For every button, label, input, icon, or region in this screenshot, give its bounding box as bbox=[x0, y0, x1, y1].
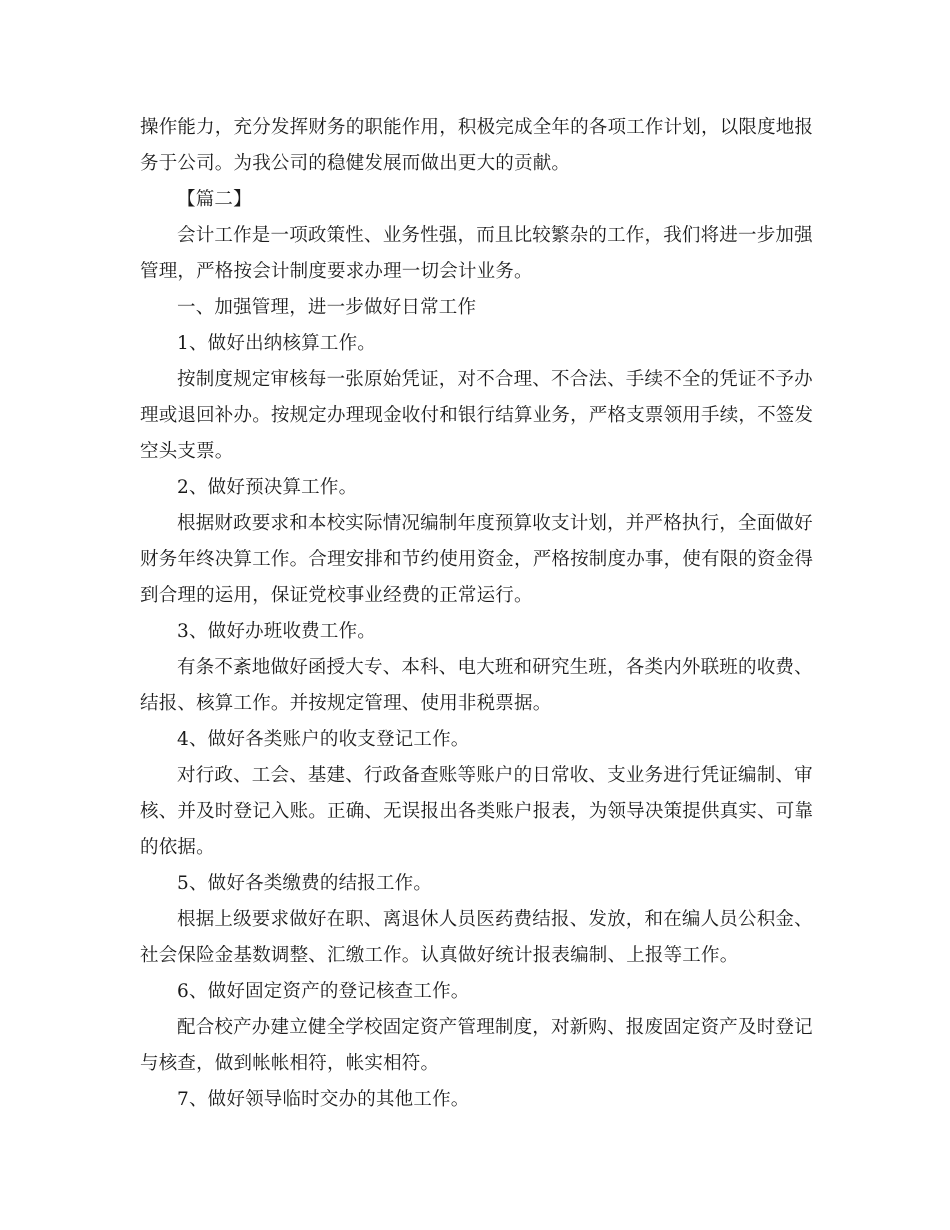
text-line: 【篇二】 bbox=[177, 189, 252, 210]
text-line: 务于公司。为我公司的稳健发展而做出更大的贡献。 bbox=[140, 153, 571, 174]
text-line: 社会保险金基数调整、汇缴工作。认真做好统计报表编制、上报等工作。 bbox=[140, 945, 739, 966]
text-line: 1、做好出纳核算工作。 bbox=[177, 333, 376, 354]
text-line: 管理，严格按会计制度要求办理一切会计业务。 bbox=[140, 261, 533, 282]
text-line: 5、做好各类缴费的结报工作。 bbox=[177, 873, 433, 894]
text-line: 操作能力，充分发挥财务的职能作用，积极完成全年的各项工作计划，以限度地报 bbox=[140, 117, 814, 138]
document-page bbox=[140, 110, 814, 1118]
text-line: 根据上级要求做好在职、离退休人员医药费结报、发放，和在编人员公积金、 bbox=[177, 909, 813, 930]
text-line: 有条不紊地做好函授大专、本科、电大班和研究生班，各类内外联班的收费、 bbox=[177, 657, 813, 678]
text-line: 理或退回补办。按规定办理现金收付和银行结算业务，严格支票领用手续，不签发 bbox=[140, 405, 814, 426]
text-line: 财务年终决算工作。合理安排和节约使用资金，严格按制度办事，使有限的资金得 bbox=[140, 549, 814, 570]
text-line: 根据财政要求和本校实际情况编制年度预算收支计划，并严格执行，全面做好 bbox=[177, 513, 813, 534]
text-line: 核、并及时登记入账。正确、无误报出各类账户报表，为领导决策提供真实、可靠 bbox=[140, 801, 814, 822]
text-line: 会计工作是一项政策性、业务性强，而且比较繁杂的工作，我们将进一步加强 bbox=[177, 225, 813, 246]
text-line: 2、做好预决算工作。 bbox=[177, 477, 358, 498]
text-line: 按制度规定审核每一张原始凭证，对不合理、不合法、手续不全的凭证不予办 bbox=[177, 369, 813, 390]
text-line: 3、做好办班收费工作。 bbox=[177, 621, 376, 642]
text-line: 4、做好各类账户的收支登记工作。 bbox=[177, 729, 470, 750]
text-line: 一、加强管理，进一步做好日常工作 bbox=[177, 297, 477, 318]
text-line: 到合理的运用，保证党校事业经费的正常运行。 bbox=[140, 585, 533, 606]
text-line: 与核查，做到帐帐相符，帐实相符。 bbox=[140, 1053, 440, 1074]
text-line: 的依据。 bbox=[140, 837, 215, 858]
text-line: 配合校产办建立健全学校固定资产管理制度，对新购、报废固定资产及时登记 bbox=[177, 1017, 813, 1038]
text-line: 7、做好领导临时交办的其他工作。 bbox=[177, 1089, 470, 1110]
text-line: 6、做好固定资产的登记核查工作。 bbox=[177, 981, 470, 1002]
text-line: 空头支票。 bbox=[140, 441, 234, 462]
text-line: 结报、核算工作。并按规定管理、使用非税票据。 bbox=[140, 693, 552, 714]
text-line: 对行政、工会、基建、行政备查账等账户的日常收、支业务进行凭证编制、审 bbox=[177, 765, 813, 786]
